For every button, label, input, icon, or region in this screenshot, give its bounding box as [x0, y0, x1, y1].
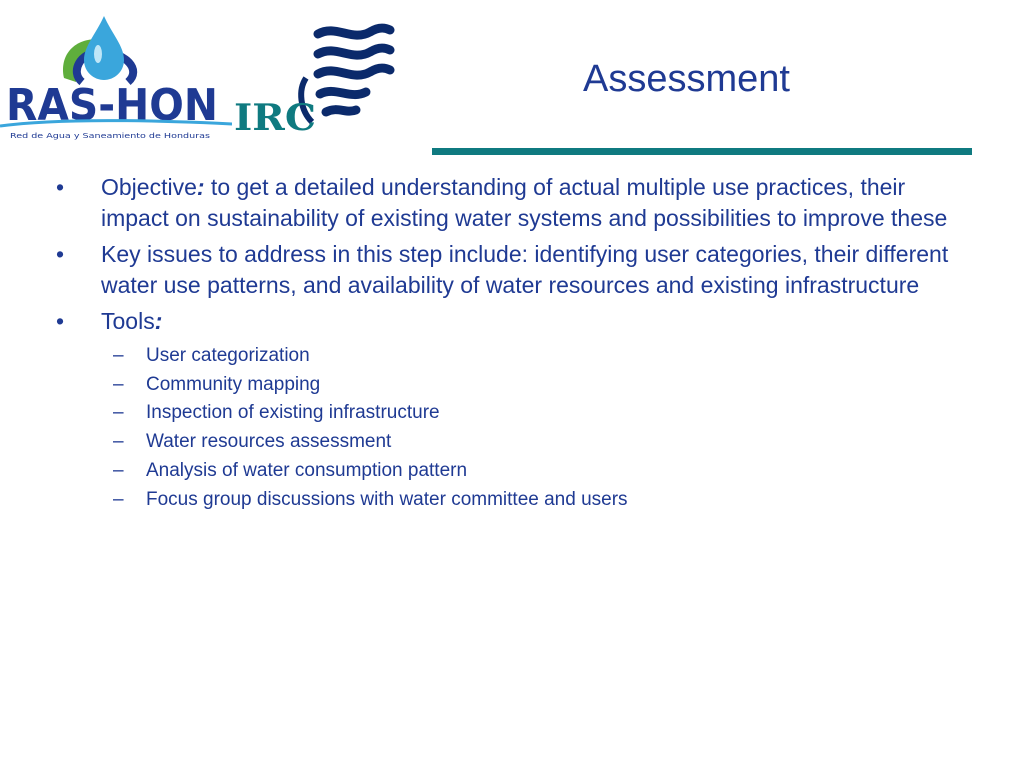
bullet-mark: • — [56, 174, 65, 200]
slide-title: Assessment — [583, 58, 790, 100]
ras-hon-wordmark: RAS-HON — [6, 80, 218, 131]
ras-hon-logo — [0, 12, 232, 142]
tool-item — [113, 428, 966, 457]
bullet-tools — [56, 306, 966, 337]
bullet-list — [56, 172, 966, 514]
tool-item — [113, 399, 966, 428]
tool-item — [113, 457, 966, 486]
bullet-lead: Objective — [101, 174, 197, 200]
bullet-colon: : — [196, 174, 205, 200]
dash-mark: – — [113, 345, 124, 366]
bullet-text: Key issues to address in this step include: identifying user categories, their different water use patterns, and availability of water resources and existing infrastructure — [101, 241, 949, 298]
tool-label: User categorization — [146, 345, 310, 366]
tool-label: Inspection of existing infrastructure — [146, 402, 440, 424]
bullet-text: to get a detailed understanding of actual multiple use practices, their impact on sustainability of existing water systems and possibilities to improve these — [101, 174, 948, 231]
tool-item — [113, 371, 966, 400]
tool-label: Focus group discussions with water committee and users — [146, 488, 628, 510]
title-underline — [432, 148, 972, 155]
tool-label: Analysis of water consumption pattern — [146, 459, 468, 481]
tool-label: Community mapping — [146, 373, 321, 395]
bullet-key-issues — [56, 239, 966, 301]
dash-mark: – — [113, 373, 124, 395]
bullet-colon: : — [154, 308, 163, 334]
irc-logo — [232, 20, 402, 138]
dash-mark: – — [113, 402, 124, 424]
tools-sublist — [113, 342, 966, 514]
tool-item — [113, 342, 966, 371]
tool-label: Water resources assessment — [146, 431, 392, 453]
irc-wordmark: IRC — [234, 97, 316, 138]
bullet-lead: Tools — [101, 308, 155, 334]
bullet-mark: • — [56, 308, 65, 334]
water-drop-icon — [84, 16, 124, 80]
bullet-mark: • — [56, 241, 65, 267]
dash-mark: – — [113, 459, 124, 481]
wave-icon — [318, 28, 390, 112]
tool-item — [113, 486, 966, 515]
dash-mark: – — [113, 488, 124, 510]
dash-mark: – — [113, 431, 124, 453]
bullet-objective — [56, 172, 966, 234]
ras-hon-tagline: Red de Agua y Saneamiento de Honduras — [10, 132, 211, 140]
